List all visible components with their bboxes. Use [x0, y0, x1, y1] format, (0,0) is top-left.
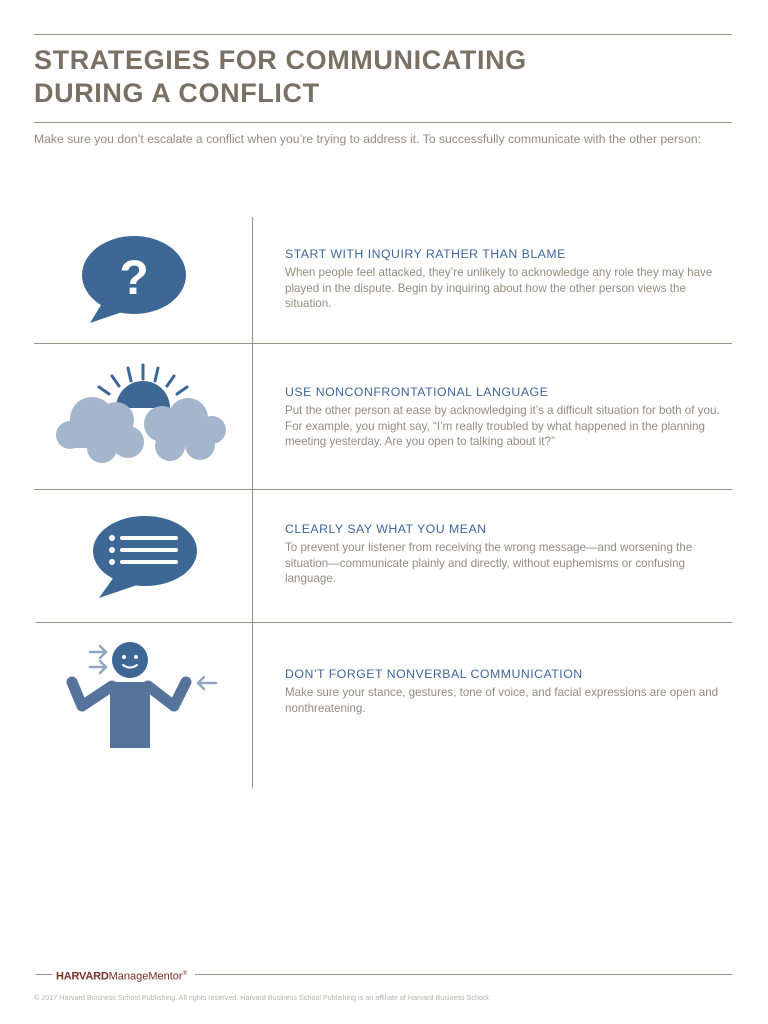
page-title — [34, 44, 527, 110]
intro-paragraph: Make sure you don’t escalate a conflict when you’re trying to address it. To successfully communicate with the other person: — [34, 132, 702, 146]
row-divider-1 — [34, 343, 732, 344]
strategy-body: When people feel attacked, they’re unlikely to acknowledge any role they may have played in the dispute. Begin by inquiring about how the other person views the situation. — [285, 266, 713, 310]
sun-behind-clouds-icon — [50, 362, 230, 466]
strategy-title: CLEARLY SAY WHAT YOU MEAN — [285, 522, 487, 536]
strategy-title: USE NONCONFRONTATIONAL LANGUAGE — [285, 385, 549, 399]
footer-rule-left — [36, 974, 52, 975]
title-rule — [34, 122, 732, 123]
row-divider-3 — [36, 622, 732, 623]
strategy-body: Put the other person at ease by acknowledging it’s a difficult situation for both of you. For example, you might say, “I’m really troubled by what happened in the planning meeting yesterday. Are you open to talking about it?” — [285, 404, 720, 448]
question-mark-glyph: ? — [119, 252, 149, 305]
strategy-title: START WITH INQUIRY RATHER THAN BLAME — [285, 247, 566, 261]
brand-product: ManageMentor — [108, 970, 183, 983]
strategy-body: Make sure your stance, gestures, tone of voice, and facial expressions are open and nonthreatening. — [285, 686, 719, 715]
strategy-title: DON’T FORGET NONVERBAL COMMUNICATION — [285, 667, 583, 681]
brand-harvard: HARVARD — [56, 970, 109, 983]
top-rule — [34, 34, 732, 35]
footer-rule-right — [195, 974, 732, 975]
strategy-body: To prevent your listener from receiving the wrong message—and worsening the situation—communicate plainly and directly, without euphemisms or confusing language. — [285, 541, 693, 585]
person-with-arrows-icon — [66, 640, 226, 752]
question-speech-bubble-icon — [78, 232, 190, 326]
page-title-line-2: DURING A CONFLICT — [34, 78, 320, 108]
page-title-line-1: STRATEGIES FOR COMMUNICATING — [34, 45, 527, 75]
row-divider-2 — [34, 489, 732, 490]
brand-registered-mark: ® — [182, 971, 188, 977]
harvard-managementor-logo — [56, 967, 187, 984]
grid-vertical-divider — [252, 217, 253, 788]
copyright-notice: © 2017 Harvard Business School Publishing. All rights reserved. Harvard Business School Publishing is an affiliate of Harvard Business School. — [34, 993, 491, 1002]
list-speech-bubble-icon — [90, 512, 200, 600]
